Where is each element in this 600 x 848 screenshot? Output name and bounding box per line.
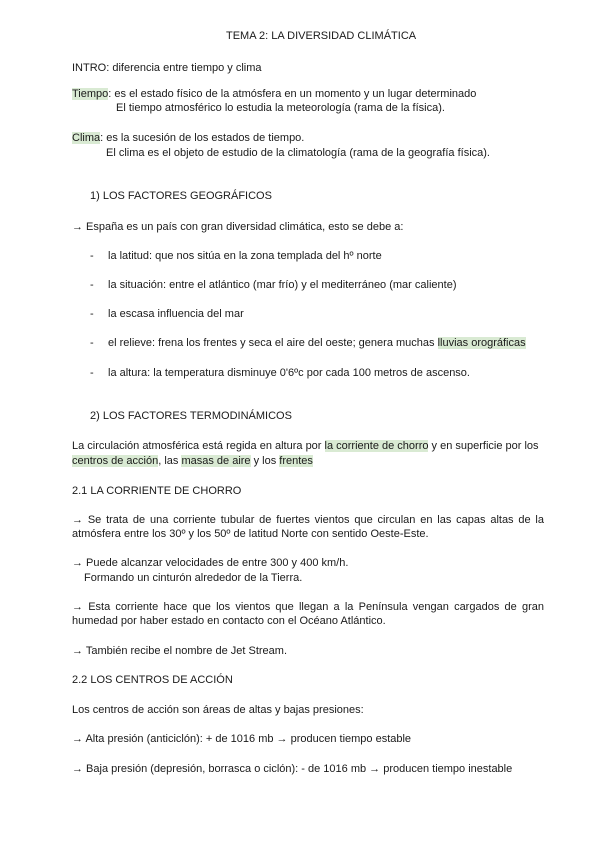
clima-definition	[72, 131, 304, 145]
corriente-highlight: la corriente de chorro	[324, 440, 429, 452]
tiempo-note: El tiempo atmosférico lo estudia la meteorología (rama de la física).	[116, 102, 445, 114]
section2-heading: 2) LOS FACTORES TERMODINÁMICOS	[90, 410, 292, 422]
list-item-influencia: la escasa influencia del mar	[108, 308, 244, 320]
list-item-altura: la altura: la temperatura disminuye 0'6ºc por cada 100 metros de ascenso.	[108, 367, 470, 379]
section2-text: La circulación atmosférica está regida en altura por	[72, 440, 325, 452]
section22-alta-presion: → Alta presión (anticiclón): + de 1016 mb → producen tiempo estable	[72, 733, 412, 745]
section2-text: y los	[250, 455, 280, 467]
intro-line: INTRO: diferencia entre tiempo y clima	[72, 62, 262, 74]
section2-para-line1	[72, 439, 539, 453]
section22-para1: Los centros de acción son áreas de altas y bajas presiones:	[72, 704, 364, 716]
clima-def-text: : es la sucesión de los estados de tiempo.	[100, 132, 305, 144]
list-bullet: -	[90, 250, 94, 262]
frentes-highlight: frentes	[279, 455, 313, 467]
tiempo-def-text: : es el estado físico de la atmósfera en un momento y un lugar determinado	[108, 88, 477, 100]
section22-heading: 2.2 LOS CENTROS DE ACCIÓN	[72, 674, 233, 686]
section21-para2-line2: Formando un cinturón alrededor de la Tierra.	[84, 572, 303, 584]
tiempo-definition	[72, 87, 476, 101]
list-bullet: -	[90, 308, 94, 320]
section1-heading: 1) LOS FACTORES GEOGRÁFICOS	[90, 190, 272, 202]
section2-para-line2	[72, 454, 313, 468]
tiempo-term: Tiempo	[72, 88, 109, 100]
centros-highlight: centros de acción	[72, 455, 159, 467]
list-bullet: -	[90, 337, 94, 349]
section21-para3: → Esta corriente hace que los vientos que llegan a la Península vengan cargados de gran humedad por haber estado en contacto con el Océano Atlántico.	[72, 601, 544, 627]
section21-heading: 2.1 LA CORRIENTE DE CHORRO	[72, 485, 242, 497]
section22-baja-presion: → Baja presión (depresión, borrasca o ciclón): - de 1016 mb → producen tiempo inestable	[72, 763, 513, 775]
section1-lead: → España es un país con gran diversidad climática, esto se debe a:	[72, 221, 404, 233]
section2-text: y en superficie por los	[428, 440, 539, 452]
relieve-highlight: lluvias orográficas	[437, 337, 526, 349]
list-item-latitud: la latitud: que nos sitúa en la zona templada del hº norte	[108, 250, 382, 262]
list-bullet: -	[90, 279, 94, 291]
section2-text: , las	[158, 455, 182, 467]
list-item-situacion: la situación: entre el atlántico (mar frío) y el mediterráneo (mar caliente)	[108, 279, 457, 291]
section21-para2-line1: → Puede alcanzar velocidades de entre 300 y 400 km/h.	[72, 557, 349, 569]
relieve-text: el relieve: frena los frentes y seca el aire del oeste; genera muchas	[108, 337, 438, 349]
masas-highlight: masas de aire	[181, 455, 251, 467]
section21-para4: → También recibe el nombre de Jet Stream.	[72, 645, 288, 657]
list-bullet: -	[90, 367, 94, 379]
document-title: TEMA 2: LA DIVERSIDAD CLIMÁTICA	[226, 30, 417, 42]
section21-para1: → Se trata de una corriente tubular de fuertes vientos que circulan en las capas altas de la atmósfera entre los 30º y los 50º de latitud Norte con sentido Oeste-Este.	[72, 514, 544, 540]
clima-term: Clima	[72, 132, 101, 144]
clima-note: El clima es el objeto de estudio de la climatología (rama de la geografía física).	[106, 147, 490, 159]
list-item-relieve	[108, 336, 526, 350]
